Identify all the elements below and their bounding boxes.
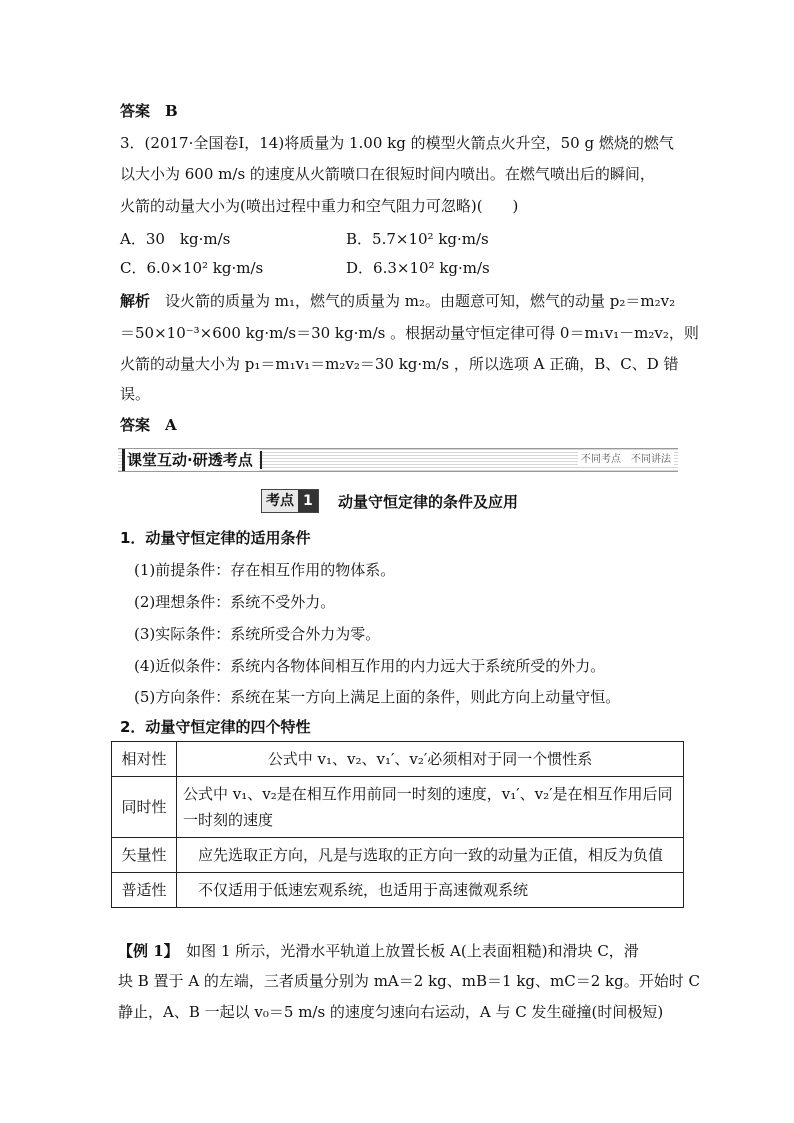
properties-table: [111, 741, 684, 908]
table-cell-name: 同时性: [112, 777, 177, 838]
section-banner: [118, 448, 678, 472]
table-cell-name: 相对性: [112, 742, 177, 777]
list-heading: 1．动量守恒定律的适用条件: [120, 529, 311, 547]
question-line: 火箭的动量大小为(喷出过程中重力和空气阻力可忽略)( ): [120, 197, 519, 215]
option-d: D．6.3×10² kg·m/s: [346, 259, 490, 277]
section-subtitle: 不同考点 不同讲法: [578, 452, 674, 467]
kaodian-number: 1: [298, 490, 318, 512]
option-a: A．30 kg·m/s: [120, 230, 231, 248]
analysis-text: 设火箭的质量为 m₁，燃气的质量为 m₂。由题意可知，燃气的动量 p₂＝m₂v₂: [150, 292, 676, 310]
example-label: 【例 1】: [118, 942, 172, 960]
analysis-label: 解析: [120, 292, 151, 310]
table-row: [112, 742, 684, 777]
question-line: 3．(2017·全国卷Ⅰ，14)将质量为 1.00 kg 的模型火箭点火升空，50 g 燃烧的燃气: [120, 134, 674, 152]
question-line: 以大小为 600 m/s 的速度从火箭喷口在很短时间内喷出。在燃气喷出后的瞬间，: [120, 165, 655, 183]
kaodian-badge: [261, 489, 319, 513]
table-cell-name: 普适性: [112, 873, 177, 908]
example-text: 如图 1 所示，光滑水平轨道上放置长板 A(上表面粗糙)和滑块 C，滑: [171, 942, 639, 960]
table-cell-text: 应先选取正方向，凡是与选取的正方向一致的动量为正值，相反为负值: [177, 838, 684, 873]
list-item: (1)前提条件：存在相互作用的物体系。: [134, 561, 396, 579]
list-item: (2)理想条件：系统不受外力。: [134, 593, 336, 611]
option-c: C．6.0×10² kg·m/s: [120, 259, 264, 277]
analysis-line: ＝50×10⁻³×600 kg·m/s＝30 kg·m/s 。根据动量守恒定律可得 0＝m₁v₁－m₂v₂，则: [120, 324, 699, 342]
answer-q3: 答案 A: [120, 416, 177, 434]
table-row: [112, 838, 684, 873]
table-cell-text: 公式中 v₁、v₂是在相互作用前同一时刻的速度，v₁′、v₂′是在相互作用后同一时刻的速度: [177, 777, 684, 838]
answer-prev: 答案 B: [120, 102, 178, 120]
list-item: (3)实际条件：系统所受合外力为零。: [134, 625, 381, 643]
kaodian-label: 考点: [262, 490, 298, 512]
table-cell-text: 不仅适用于低速宏观系统，也适用于高速微观系统: [177, 873, 684, 908]
list-item: (5)方向条件：系统在某一方向上满足上面的条件，则此方向上动量守恒。: [134, 688, 621, 706]
table-row: [112, 873, 684, 908]
example-line: 静止，A、B 一起以 v₀＝5 m/s 的速度匀速向右运动，A 与 C 发生碰撞(时间极短): [118, 1003, 664, 1021]
table-cell-text: 公式中 v₁、v₂、v₁′、v₂′必须相对于同一个惯性系: [177, 742, 684, 777]
kaodian-title: 动量守恒定律的条件及应用: [338, 493, 519, 511]
analysis-line: 火箭的动量大小为 p₁＝m₁v₁＝m₂v₂＝30 kg·m/s ，所以选项 A 正确，B、C、D 错: [120, 355, 679, 373]
section-title: 课堂互动·研透考点: [122, 449, 259, 471]
analysis-line: 误。: [120, 385, 151, 403]
example-line: 块 B 置于 A 的左端，三者质量分别为 mA＝2 kg、mB＝1 kg、mC＝2 kg。开始时 C: [118, 972, 700, 990]
list-item: (4)近似条件：系统内各物体间相互作用的内力远大于系统所受的外力。: [134, 657, 606, 675]
option-b: B．5.7×10² kg·m/s: [346, 230, 489, 248]
list-2-heading: 2．动量守恒定律的四个特性: [120, 718, 311, 736]
table-cell-name: 矢量性: [112, 838, 177, 873]
table-row: [112, 777, 684, 838]
